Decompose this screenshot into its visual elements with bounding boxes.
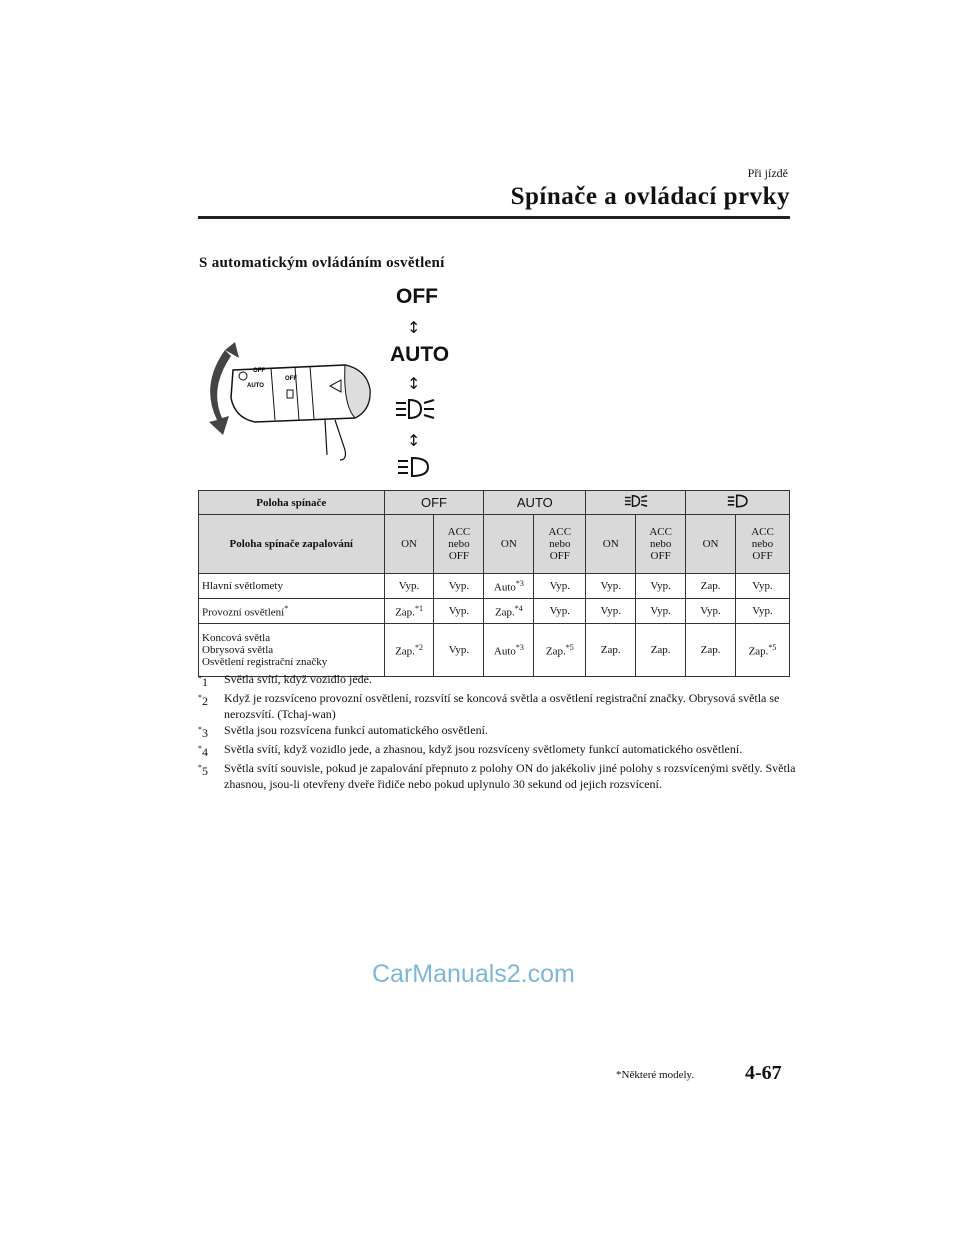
headlight-icon bbox=[393, 397, 437, 421]
lever-off-label: OFF bbox=[253, 368, 265, 374]
footnote bbox=[198, 760, 798, 792]
lever-diagram bbox=[195, 285, 455, 485]
mode-auto-label: AUTO bbox=[390, 343, 450, 366]
footnote-text: Světla svítí, když vozidlo jede. bbox=[224, 672, 372, 686]
ignition-on: ON bbox=[484, 515, 534, 574]
ignition-on: ON bbox=[384, 515, 434, 574]
table-cell: Auto$^{*3}$ bbox=[484, 624, 534, 677]
header-rule bbox=[198, 216, 790, 219]
watermark: CarManuals2.com bbox=[372, 960, 575, 988]
table-cell: Vyp. bbox=[736, 574, 790, 599]
mode-off-label: OFF bbox=[396, 285, 438, 308]
ignition-acc: ACC nebo OFF bbox=[736, 515, 790, 574]
footer-note: *Některé modely. bbox=[616, 1069, 695, 1081]
col-headlight-header bbox=[586, 491, 686, 515]
footnote-text: Když je rozsvíceno provozní osvětlení, rozsvítí se koncová světla a osvětlení registrační značky. Obrysová světla se nerozsvítí. (Tchaj-wan) bbox=[224, 691, 780, 721]
footnote-mark: *2 bbox=[198, 693, 208, 708]
lever-off2-label: OFF bbox=[285, 376, 297, 382]
table-cell: Zap.$^{*2}$ bbox=[384, 624, 434, 677]
ignition-acc: ACC nebo OFF bbox=[534, 515, 586, 574]
page-subtitle: Při jízdě bbox=[747, 166, 788, 180]
parking-light-icon bbox=[726, 494, 750, 508]
table-cell: Zap.$^{*5}$ bbox=[534, 624, 586, 677]
footnote-text: Světla svítí souvisle, pokud je zapalování přepnuto z polohy ON do jakékoliv jiné polohy s rozsvícenými světly. Světla zhasnou, jsou-li otevřeny dveře řidiče nebo pokud uplynulo 30 sekund od jejich rozsvícení. bbox=[224, 761, 796, 791]
table-row bbox=[199, 624, 790, 677]
footnote bbox=[198, 671, 798, 690]
page-number: 4-67 bbox=[745, 1062, 782, 1084]
footnote-text: Světla svítí, když vozidlo jede, a zhasnou, když jsou rozsvíceny světlomety funkcí automatického osvětlení. bbox=[224, 742, 743, 756]
footnote-mark: *4 bbox=[198, 744, 208, 759]
lights-table bbox=[198, 490, 790, 677]
table-cell: Vyp. bbox=[434, 574, 484, 599]
lever-illustration bbox=[195, 310, 385, 510]
row-label: Koncová světla Obrysová světla Osvětlení registrační značky bbox=[199, 624, 385, 677]
footnote-text: Světla jsou rozsvícena funkcí automatického osvětlení. bbox=[224, 723, 488, 737]
footnote-mark: *5 bbox=[198, 763, 208, 778]
updown-arrow-icon: ↕ bbox=[407, 318, 421, 337]
table-cell: Auto$^{*3}$ bbox=[484, 574, 534, 599]
footnote-mark: *1 bbox=[198, 674, 208, 689]
table-cell: Vyp. bbox=[534, 599, 586, 624]
table-cell: Zap. bbox=[586, 624, 636, 677]
table-cell: Vyp. bbox=[434, 599, 484, 624]
footnote-mark: *3 bbox=[198, 725, 208, 740]
table-cell: Vyp. bbox=[636, 574, 686, 599]
ignition-position-label: Poloha spínače zapalování bbox=[199, 515, 385, 574]
ignition-on: ON bbox=[586, 515, 636, 574]
updown-arrow-icon: ↕ bbox=[407, 374, 421, 393]
footnote bbox=[198, 741, 798, 760]
ignition-row bbox=[199, 515, 790, 574]
lever-auto-label: AUTO bbox=[247, 383, 264, 389]
table-cell: Vyp. bbox=[736, 599, 790, 624]
col-auto-header: AUTO bbox=[484, 491, 586, 515]
col-off-header: OFF bbox=[384, 491, 484, 515]
table-cell: Zap.$^{*1}$ bbox=[384, 599, 434, 624]
row-label: Provozní osvětlení* bbox=[199, 599, 385, 624]
switch-position-label: Poloha spínače bbox=[199, 491, 385, 515]
table-cell: Vyp. bbox=[586, 574, 636, 599]
section-title: S automatickým ovládáním osvětlení bbox=[199, 255, 445, 271]
table-cell: Vyp. bbox=[384, 574, 434, 599]
table-cell: Zap. bbox=[636, 624, 686, 677]
headlight-icon bbox=[621, 494, 651, 508]
rotation-arrow-icon bbox=[209, 350, 231, 435]
footnote bbox=[198, 722, 798, 741]
ignition-on: ON bbox=[686, 515, 736, 574]
ignition-acc: ACC nebo OFF bbox=[636, 515, 686, 574]
table-cell: Vyp. bbox=[686, 599, 736, 624]
table-cell: Zap.$^{*5}$ bbox=[736, 624, 790, 677]
table-cell: Vyp. bbox=[434, 624, 484, 677]
col-parking-header bbox=[686, 491, 790, 515]
updown-arrow-icon: ↕ bbox=[407, 431, 421, 450]
parking-light-icon bbox=[396, 456, 432, 478]
table-cell: Zap. bbox=[686, 624, 736, 677]
footnote bbox=[198, 690, 798, 722]
table-cell: Zap.$^{*4}$ bbox=[484, 599, 534, 624]
table-cell: Vyp. bbox=[534, 574, 586, 599]
table-cell: Vyp. bbox=[586, 599, 636, 624]
table-header-row bbox=[199, 491, 790, 515]
footnotes bbox=[198, 671, 798, 792]
ignition-acc: ACC nebo OFF bbox=[434, 515, 484, 574]
row-label: Hlavní světlomety bbox=[199, 574, 385, 599]
table-cell: Zap. bbox=[686, 574, 736, 599]
table-row bbox=[199, 599, 790, 624]
table-cell: Vyp. bbox=[636, 599, 686, 624]
page-title: Spínače a ovládací prvky bbox=[510, 183, 790, 210]
table-row bbox=[199, 574, 790, 599]
